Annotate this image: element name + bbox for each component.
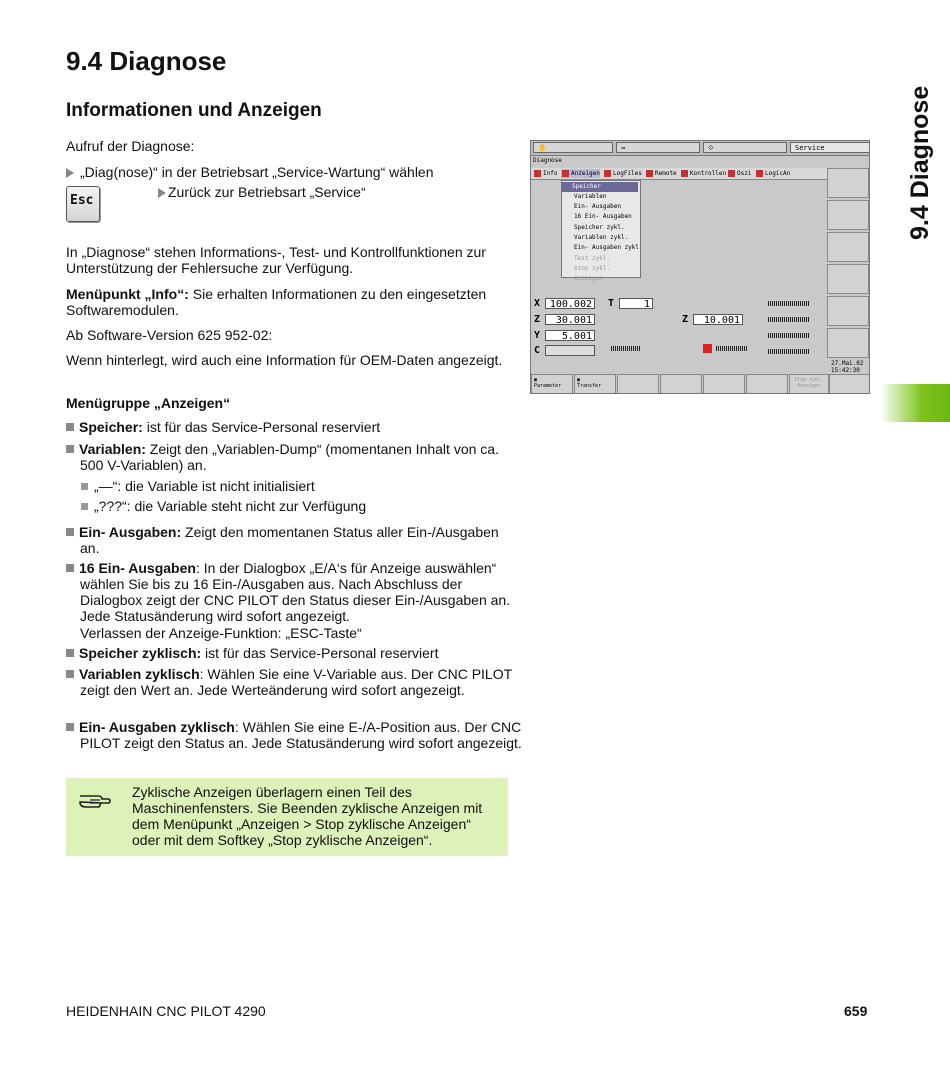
item-text: ist für das Service-Personal reserviert bbox=[201, 645, 439, 661]
date-time bbox=[831, 360, 864, 374]
softkey-3[interactable] bbox=[617, 374, 659, 394]
softkey-transfer[interactable]: ▣ Transfer bbox=[574, 374, 616, 394]
bullet-icon bbox=[66, 723, 74, 731]
bullet-icon bbox=[81, 503, 88, 510]
cnc-screen bbox=[530, 140, 870, 394]
bullet-icon bbox=[66, 649, 74, 657]
load-bar bbox=[611, 346, 641, 351]
right-softkey-5[interactable] bbox=[827, 296, 869, 326]
sub-item-text: „???“: die Variable steht nicht zur Verfügung bbox=[94, 498, 367, 514]
item-text: Zeigt den „Variablen-Dump“ (momentanen Inhalt von ca. 500 V-Variablen) an. bbox=[80, 441, 499, 473]
menu-bar bbox=[531, 168, 827, 180]
list-item bbox=[66, 419, 522, 435]
time-text: 15:42:30 bbox=[831, 367, 860, 374]
load-bar-d bbox=[768, 349, 810, 354]
side-title bbox=[866, 40, 946, 240]
item-text: : In der Dialogbox „E/A‘s für Anzeige auswählen“ wählen Sie bis zu 16 Ein-/Ausgaben aus. Nach Abschluss der Dialogbox zeigt der CNC PILOT den Status dieser Ein-/Ausgaben an. Jede Statusänderung wird sofort angezeigt. bbox=[80, 560, 511, 624]
note-box bbox=[66, 778, 508, 856]
page-number: 659 bbox=[844, 1003, 868, 1019]
softkey-5[interactable] bbox=[703, 374, 745, 394]
dropdown-item-test-zykl[interactable]: Test zykl. bbox=[574, 255, 611, 262]
footer-text: HEIDENHAIN CNC PILOT 4290 bbox=[66, 1003, 266, 1019]
list-item bbox=[66, 441, 522, 473]
load-bar-z bbox=[768, 317, 810, 322]
item-extra: Verlassen der Anzeige-Funktion: „ESC-Taste“ bbox=[80, 625, 362, 641]
chapter-tab-marker bbox=[880, 384, 950, 422]
softkey-parameter[interactable]: ▣ Parameter bbox=[531, 374, 573, 394]
note-text: Zyklische Anzeigen überlagern einen Teil des Maschinenfensters. Sie Beenden zyklische Anzeigen mit dem Menüpunkt „Anzeigen > Stop zyklische Anzeigen“ oder mit dem Softkey „Stop zyklische Anzeigen“. bbox=[132, 784, 483, 848]
load-bar-x bbox=[768, 301, 810, 306]
axis-y-label: Y bbox=[534, 330, 541, 341]
dropdown-item-speicher-zykl[interactable]: Speicher zykl. bbox=[574, 224, 625, 231]
menu-kontrollen[interactable]: Kontrollen bbox=[680, 169, 726, 178]
sub-list-item bbox=[81, 478, 501, 494]
tab-program[interactable]: ⇛ bbox=[616, 142, 700, 153]
tab-service[interactable] bbox=[790, 142, 870, 153]
para-diagnose: In „Diagnose“ stehen Informations-, Test- und Kontrollfunktionen zur Unterstützung der Fehlersuche zur Verfügung. bbox=[66, 244, 486, 276]
arrow-icon bbox=[66, 168, 74, 178]
dropdown-item-ein-ausgaben-zykl[interactable]: Ein- Ausgaben zykl bbox=[574, 244, 640, 251]
item-label: Variablen: bbox=[79, 441, 146, 457]
item-label: Ein- Ausgaben zyklisch bbox=[79, 719, 235, 735]
step-2 bbox=[158, 184, 498, 200]
item-label: 16 Ein- Ausgaben bbox=[79, 560, 196, 576]
list-item bbox=[66, 666, 522, 698]
pointing-hand-icon bbox=[78, 788, 112, 810]
softkey-stop-zykl[interactable]: Stop zykl. Anzeigen bbox=[789, 374, 829, 394]
step-1-text: „Diag(nose)“ in der Betriebsart „Service-Wartung“ wählen bbox=[80, 164, 434, 180]
axis-z-value: 30.001 bbox=[545, 314, 595, 325]
softkey-bar bbox=[531, 374, 870, 394]
arrow-icon bbox=[158, 188, 166, 198]
axis-x-value: 100.002 bbox=[545, 298, 595, 309]
dropdown-item-stop-zykl[interactable]: Stop zykl. Anzeigen bbox=[574, 265, 611, 282]
axis-c-value bbox=[545, 345, 595, 356]
dropdown-item-variablen-zykl[interactable]: Variablen zykl. bbox=[574, 234, 629, 241]
status-indicator-icon bbox=[703, 344, 712, 353]
dropdown-item-speicher[interactable]: Speicher bbox=[562, 182, 638, 192]
tab-machine[interactable]: ✋ bbox=[533, 142, 613, 153]
info-label: Menüpunkt „Info“: bbox=[66, 286, 189, 302]
dropdown-item-ein-ausgaben[interactable]: Ein- Ausgaben bbox=[574, 203, 621, 210]
spindle-bar bbox=[716, 346, 748, 351]
axis-z-label: Z bbox=[534, 314, 541, 325]
group-heading: Menügruppe „Anzeigen“ bbox=[66, 395, 231, 411]
softkey-transfer-label: Transfer bbox=[577, 383, 602, 389]
softkey-8[interactable] bbox=[829, 374, 870, 394]
esc-key-icon: Esc bbox=[66, 186, 100, 222]
softkey-parameter-label: Parameter bbox=[534, 383, 562, 389]
axis-x-label: X bbox=[534, 298, 541, 309]
tab-simulation[interactable]: ⟐ bbox=[703, 142, 787, 153]
bullet-icon bbox=[66, 423, 74, 431]
mode-tabs bbox=[531, 141, 870, 156]
right-softkey-1[interactable] bbox=[827, 168, 869, 198]
axis-c-label: C bbox=[534, 345, 541, 356]
menu-oszi[interactable]: Oszi bbox=[727, 169, 751, 178]
menu-logfiles[interactable]: LogFiles bbox=[603, 169, 642, 178]
item-text: : Wählen Sie eine V-Variable aus. Der CNC PILOT zeigt den Wert an. Jede Werteänderung wird sofort angezeigt. bbox=[80, 666, 512, 698]
menu-anzeigen[interactable]: Anzeigen bbox=[561, 169, 600, 178]
page-heading: 9.4 Diagnose bbox=[66, 46, 227, 76]
bullet-icon bbox=[66, 445, 74, 453]
item-label: Speicher: bbox=[79, 419, 143, 435]
item-label: Variablen zyklisch bbox=[79, 666, 200, 682]
menu-logican[interactable]: LogicAn bbox=[755, 169, 790, 178]
axis-z2-value: 10.001 bbox=[693, 314, 743, 325]
axis-z2-label: Z bbox=[682, 314, 689, 325]
bullet-icon bbox=[66, 670, 74, 678]
tool-label: T bbox=[608, 298, 615, 309]
step-2-text: Zurück zur Betriebsart „Service“ bbox=[168, 184, 366, 200]
section-heading: Informationen und Anzeigen bbox=[66, 100, 322, 121]
para-version: Ab Software-Version 625 952-02: bbox=[66, 327, 273, 343]
list-item bbox=[66, 560, 522, 624]
sub-list-item bbox=[81, 498, 501, 514]
menu-info[interactable]: Info bbox=[533, 169, 557, 178]
dropdown-item-16-ein-ausgaben[interactable]: 16 Ein- Ausgaben bbox=[574, 213, 632, 220]
right-softkey-6[interactable] bbox=[827, 328, 869, 358]
right-softkey-2[interactable] bbox=[827, 200, 869, 230]
step-1 bbox=[66, 164, 508, 180]
softkey-4[interactable] bbox=[660, 374, 702, 394]
screen-header: Diagnose bbox=[533, 157, 562, 164]
load-bar-c bbox=[768, 333, 810, 338]
right-softkey-3[interactable] bbox=[827, 232, 869, 262]
item-label: Speicher zyklisch: bbox=[79, 645, 202, 661]
sub-item-text: „—“: die Variable ist nicht initialisiert bbox=[94, 478, 315, 494]
item-label: Ein- Ausgaben: bbox=[79, 524, 182, 540]
intro-text: Aufruf der Diagnose: bbox=[66, 138, 195, 154]
right-softkey-4[interactable] bbox=[827, 264, 869, 294]
bullet-icon bbox=[66, 528, 74, 536]
tool-value: 1 bbox=[619, 298, 653, 309]
para-info bbox=[66, 286, 508, 318]
para-oem: Wenn hinterlegt, wird auch eine Information für OEM-Daten angezeigt. bbox=[66, 352, 503, 368]
bullet-icon bbox=[66, 564, 74, 572]
side-title-text: 9.4 Diagnose bbox=[906, 85, 934, 240]
bullet-icon bbox=[81, 483, 88, 490]
softkey-6[interactable] bbox=[746, 374, 788, 394]
date-text: 27.Mai.02 bbox=[831, 360, 864, 367]
list-item bbox=[66, 719, 522, 751]
list-item bbox=[66, 645, 522, 661]
anzeigen-dropdown bbox=[561, 180, 641, 282]
dropdown-item-variablen[interactable]: Variablen bbox=[574, 193, 607, 200]
menu-remote[interactable]: Remote bbox=[645, 169, 677, 178]
info-text: Sie erhalten Informationen zu den eingesetzten Softwaremodulen. bbox=[66, 286, 487, 318]
item-text: : Wählen Sie eine E-/A-Position aus. Der CNC PILOT zeigt den Status an. Jede Statusänderung wird sofort angezeigt. bbox=[80, 719, 522, 751]
list-item bbox=[66, 524, 522, 556]
tab-service-label: Service bbox=[795, 144, 825, 152]
item-text: Zeigt den momentanen Status aller Ein-/Ausgaben an. bbox=[80, 524, 499, 556]
item-text: ist für das Service-Personal reserviert bbox=[142, 419, 381, 435]
axis-y-value: 5.001 bbox=[545, 330, 595, 341]
